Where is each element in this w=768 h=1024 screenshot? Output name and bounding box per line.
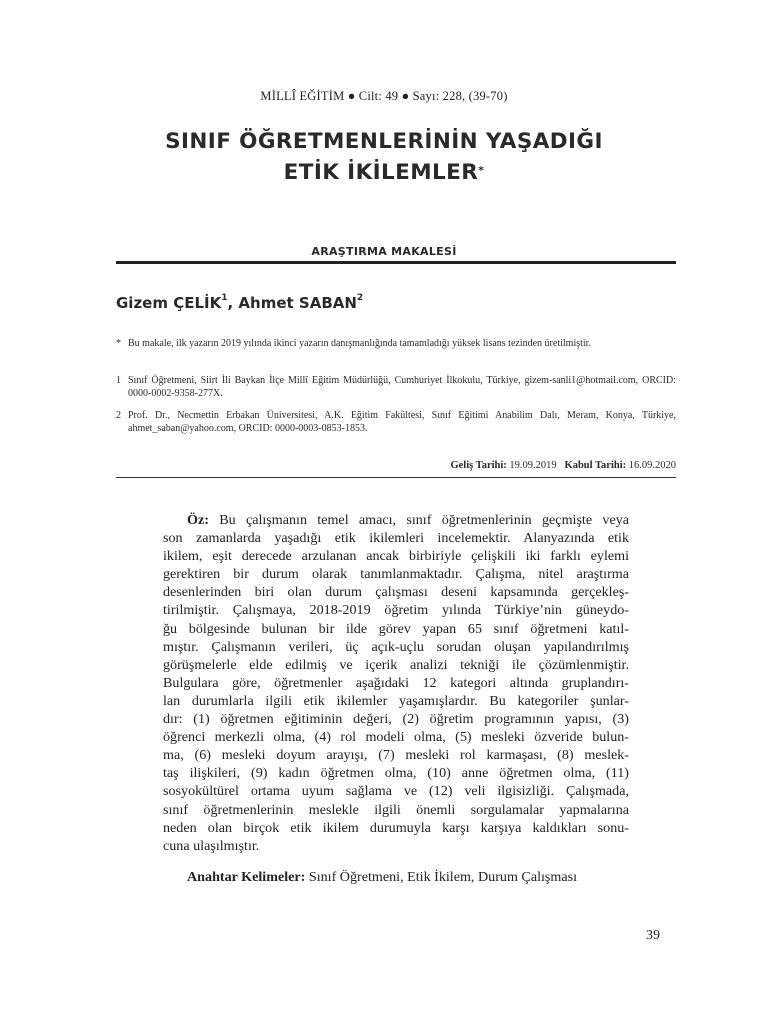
footnote-text: Prof. Dr., Necmettin Erbakan Üniversitesi, A.K. Eğitim Fakültesi, Sınıf Eğitimi Anabilim Dalı, Meram, Konya, Türkiye, ahmet_saban@yahoo.com, ORCID: 0000-0003-0853-1853. — [128, 410, 676, 434]
abstract-line: görüşmelerle elde edilmiş ve içerik analizi tekniği ile çözümlenmiştir. — [163, 656, 629, 673]
title-line-2-text: ETİK İKİLEMLER — [283, 160, 479, 185]
abstract-line-text: Bu çalışmanın temel amacı, sınıf öğretmenlerinin geçmişte veya — [219, 512, 629, 528]
dates-divider — [116, 477, 676, 478]
footnote-text: Sınıf Öğretmeni, Siirt İli Baykan İlçe Millî Eğitim Müdürlüğü, Cumhuriyet İlkokulu, Türkiye, gizem-sanli1@hotmail.com, ORCID: 0000-0002-9358-277X. — [128, 375, 676, 399]
title-line-2 — [0, 157, 768, 188]
footnote-text: Bu makale, ilk yazarın 2019 yılında ikinci yazarın danışmanlığında tamamladığı yüksek lisans tezinden üretilmiştir. — [128, 338, 591, 349]
footnote-affiliation-2 — [116, 410, 676, 435]
abstract-line: cuna ulaşılmıştır. — [163, 837, 260, 854]
author-1-affiliation-mark: 1 — [221, 293, 228, 303]
title-footnote-mark: * — [478, 164, 485, 177]
accepted-date-label: Kabul Tarihi: — [564, 460, 627, 471]
article-type-label: ARAŞTIRMA MAKALESİ — [311, 245, 457, 258]
author-list — [116, 294, 363, 312]
accepted-date-value: 16.09.2020 — [628, 460, 676, 471]
keywords-label: Anahtar Kelimeler: — [187, 869, 306, 885]
received-date-value: 19.09.2019 — [509, 460, 557, 471]
abstract-line: lan durumlarla ilgili etik ikilemler yaşamışlardır. Bu kategoriler şunlar- — [163, 692, 629, 709]
author-2-affiliation-mark: 2 — [356, 293, 364, 303]
author-separator: , — [227, 294, 239, 312]
page-number: 39 — [646, 928, 660, 943]
abstract-line: ikilem, eşit derecede arzulanan ancak birbiriyle çelişkili iki farklı eylemi — [163, 548, 629, 565]
article-title — [0, 126, 768, 188]
abstract-line: desenlerinden biri olan durum çalışması deseni kapsamında gerçekleş- — [163, 584, 629, 601]
abstract-line: gerektiren bir durum olarak tanımlanmaktadır. Çalışma, nitel araştırma — [163, 566, 629, 583]
abstract-line: taş ilişkileri, (9) kadın öğretmen olma, (10) anne öğretmen olma, (11) — [163, 765, 629, 782]
abstract-line — [163, 511, 629, 529]
abstract-line: sosyokültürel ortama uyum sağlama ve (12) veli ilgisizliği. Çalışmada, — [163, 783, 629, 800]
abstract-line: son zamanlarda yaşadığı etik ikilemleri incelemektir. Alanyazında etik — [163, 530, 629, 547]
abstract-line: öğrenci merkezli olma, (4) rol modeli olma, (5) mesleki özveride bulun- — [163, 729, 629, 746]
keywords — [187, 869, 577, 886]
abstract — [163, 511, 629, 855]
abstract-line: ğu bölgesinde bulunan bir ilde görev yapan 65 sınıf öğretmeni katıl- — [163, 620, 629, 637]
footnote-mark: 2 — [116, 410, 121, 421]
journal-info: MİLLÎ EĞİTİM ● Cilt: 49 ● Sayı: 228, (39-70) — [260, 89, 508, 103]
keywords-value: Sınıf Öğretmeni, Etik İkilem, Durum Çalışması — [308, 869, 578, 885]
abstract-line: tirilmiştir. Çalışmaya, 2018-2019 öğretim yılında Türkiye’nin güneydo- — [163, 602, 629, 619]
title-line-1: SINIF ÖĞRETMENLERİNİN YAŞADIĞI — [165, 129, 603, 154]
abstract-line: sınıf öğretmenlerinin meslekle ilgili önemli sorgulamalar yapmalarına — [163, 801, 629, 818]
abstract-line: dır: (1) öğretmen eğitiminin değeri, (2) öğretim programının yapısı, (3) — [163, 711, 629, 728]
footnote-affiliation-1 — [116, 375, 676, 400]
abstract-line: mıştır. Çalışmanın verileri, üç açık-uçlu sorudan oluşan yapılandırılmış — [163, 638, 629, 655]
footnote-mark: * — [116, 338, 121, 349]
abstract-line: ma, (6) mesleki doyum arayışı, (7) mesleki rol karmaşası, (8) meslek- — [163, 747, 629, 764]
header-divider — [116, 261, 676, 264]
footnote-thesis — [116, 338, 676, 351]
submission-dates — [116, 460, 676, 471]
abstract-line: neden olan birçok etik ikilem durumuyla karşı karşıya kaldıkları sonu- — [163, 819, 629, 836]
author-1-name: Gizem ÇELİK — [116, 294, 222, 312]
footnote-mark: 1 — [116, 375, 121, 386]
abstract-line: Bulgulara göre, öğretmenler aşağıdaki 12 kategori altında gruplandırı- — [163, 674, 629, 691]
abstract-label: Öz: — [187, 512, 209, 528]
author-2-name: Ahmet SABAN — [238, 294, 357, 312]
received-date-label: Geliş Tarihi: — [450, 460, 507, 471]
